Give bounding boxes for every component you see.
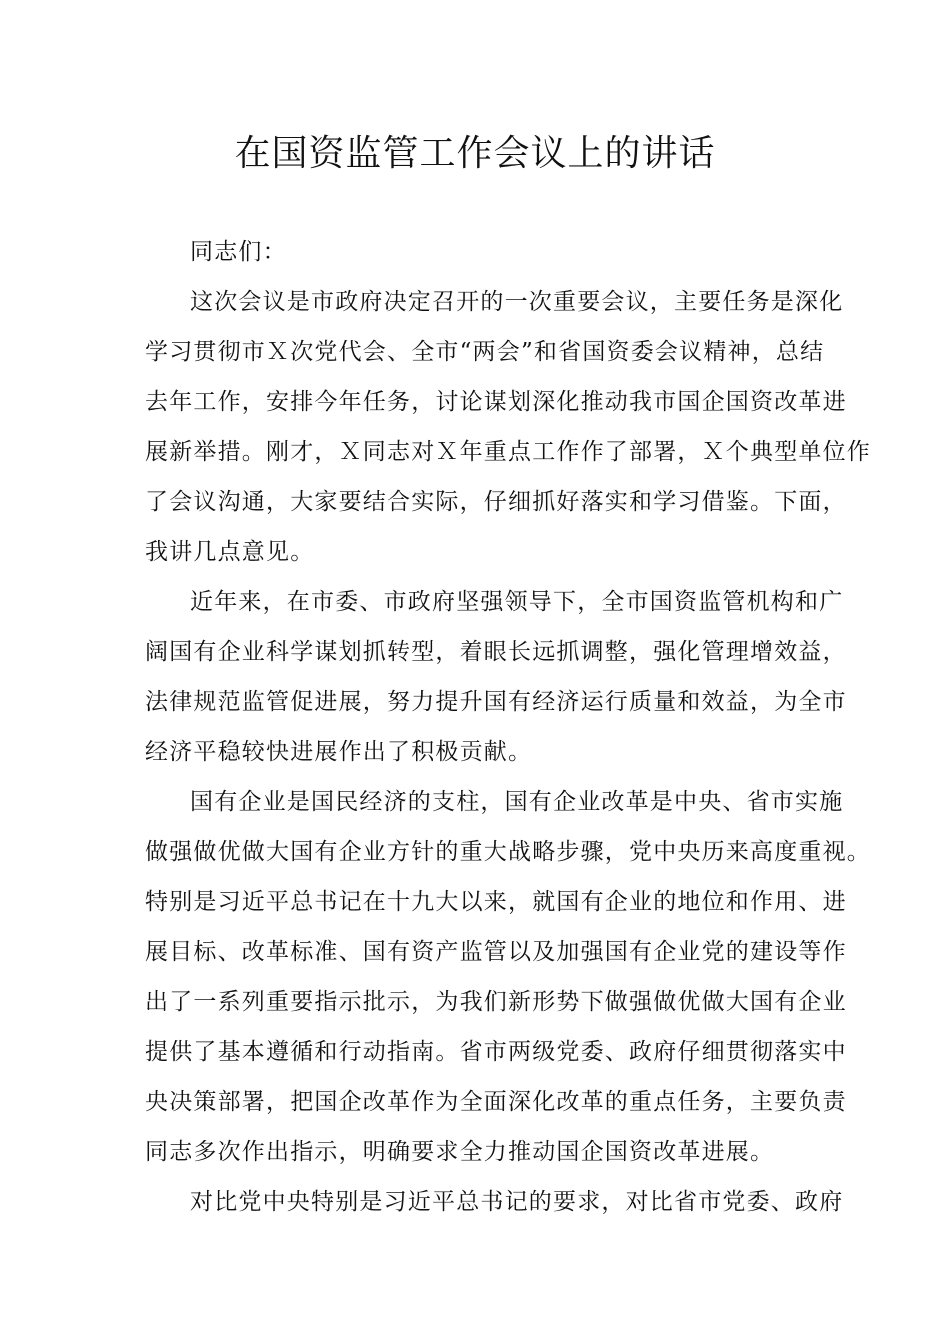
paragraph-line: 国有企业是国民经济的支柱，国有企业改革是中央、省市实施 xyxy=(190,789,844,815)
paragraph-line: 做强做优做大国有企业方针的重大战略步骤，党中央历来高度重视。 xyxy=(145,839,871,865)
paragraph-line: 近年来，在市委、市政府坚强领导下，全市国资监管机构和广 xyxy=(190,589,844,615)
paragraph-line: 特别是习近平总书记在十九大以来，就国有企业的地位和作用、进 xyxy=(145,889,847,915)
salutation: 同志们： xyxy=(190,239,287,265)
paragraph-line: 对比党中央特别是习近平总书记的要求，对比省市党委、政府 xyxy=(190,1189,844,1215)
paragraph-line: 去年工作，安排今年任务，讨论谋划深化推动我市国企国资改革进 xyxy=(145,389,847,415)
paragraph-line: 央决策部署，把国企改革作为全面深化改革的重点任务，主要负责 xyxy=(145,1089,847,1115)
paragraph-line: 法律规范监管促进展，努力提升国有经济运行质量和效益，为全市 xyxy=(145,689,847,715)
paragraph-line: 提供了基本遵循和行动指南。省市两级党委、政府仔细贯彻落实中 xyxy=(145,1039,847,1065)
paragraph-line: 我讲几点意见。 xyxy=(145,539,315,565)
paragraph-line: 这次会议是市政府决定召开的一次重要会议，主要任务是深化 xyxy=(190,289,844,315)
paragraph-line: 阔国有企业科学谋划抓转型，着眼长远抓调整，强化管理增效益， xyxy=(145,639,847,665)
paragraph-line: 展新举措。刚才，Ｘ同志对Ｘ年重点工作作了部署，Ｘ个典型单位作 xyxy=(145,439,871,465)
paragraph-line: 学习贯彻市Ｘ次党代会、全市“两会”和省国资委会议精神，总结 xyxy=(145,339,825,365)
paragraph-line: 出了一系列重要指示批示，为我们新形势下做强做优做大国有企业 xyxy=(145,989,847,1015)
paragraph-line: 了会议沟通，大家要结合实际，仔细抓好落实和学习借鉴。下面， xyxy=(145,489,847,515)
document-title: 在国资监管工作会议上的讲话 xyxy=(234,133,716,174)
paragraph-line: 展目标、改革标准、国有资产监管以及加强国有企业党的建设等作 xyxy=(145,939,847,965)
paragraph-line: 经济平稳较快进展作出了积极贡献。 xyxy=(145,739,533,765)
paragraph-line: 同志多次作出指示，明确要求全力推动国企国资改革进展。 xyxy=(145,1139,775,1165)
